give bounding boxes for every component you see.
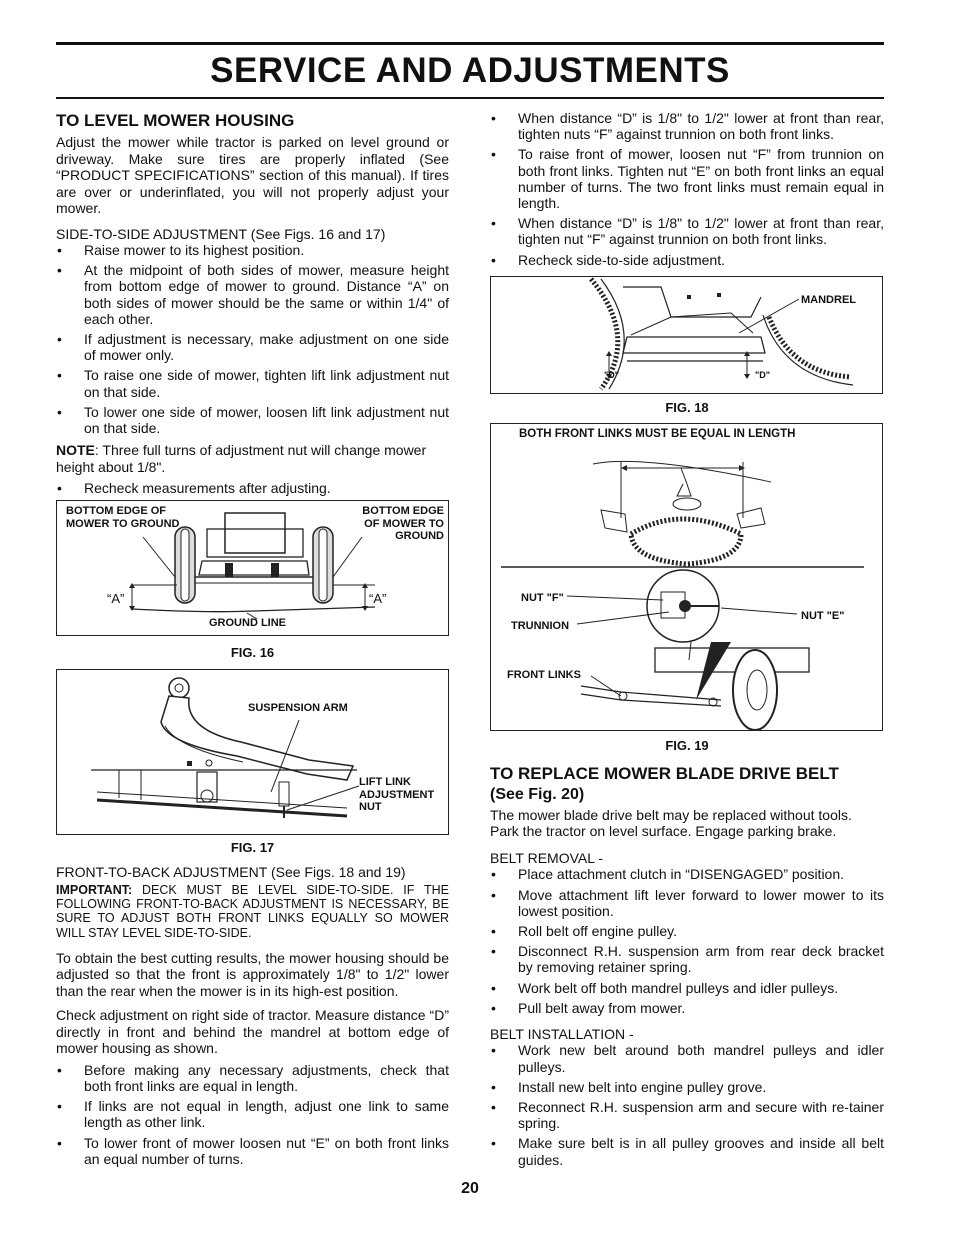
list-item: • Work new belt around both mandrel pulleys and idler pulleys. xyxy=(490,1042,884,1074)
front-adjust-list xyxy=(490,110,884,268)
fig19-illustration xyxy=(491,424,883,731)
section-heading-level-mower: TO LEVEL MOWER HOUSING xyxy=(56,111,295,130)
section-heading-replace-belt xyxy=(490,763,884,805)
fig19-nut-e: NUT "E" xyxy=(801,609,845,622)
fig16-ground-line: GROUND LINE xyxy=(209,617,286,630)
section-heading-replace-belt-text: TO REPLACE MOWER BLADE DRIVE BELT xyxy=(490,763,839,783)
fig18-caption: FIG. 18 xyxy=(665,399,709,415)
important-label: IMPORTANT: xyxy=(56,882,133,897)
header-rule-bottom xyxy=(56,97,884,99)
list-item: • Before making any necessary adjustments, check that both front links are equal in length. xyxy=(56,1062,449,1094)
fig17-lift-link-nut: LIFT LINK ADJUSTMENT NUT xyxy=(359,776,435,814)
left-column xyxy=(56,110,449,1173)
list-item: • If links are not equal in length, adjust one link to same length as other link. xyxy=(56,1098,449,1130)
list-item: • To lower front of mower loosen nut “E” on both front links an equal number of turns. xyxy=(56,1135,449,1167)
fig19-top-label: BOTH FRONT LINKS MUST BE EQUAL IN LENGTH xyxy=(519,427,796,440)
list-item: • Make sure belt is in all pulley grooves and inside all belt guides. xyxy=(490,1135,884,1167)
list-item: • Work belt off both mandrel pulleys and idler pulleys. xyxy=(490,980,884,996)
list-item: • Recheck side-to-side adjustment. xyxy=(490,252,884,268)
front-to-back-lead: FRONT-TO-BACK ADJUSTMENT (See Figs. 18 and 19) xyxy=(56,864,406,881)
important-paragraph xyxy=(56,883,449,940)
fig19-caption: FIG. 19 xyxy=(665,737,709,753)
page-number: 20 xyxy=(461,1180,479,1197)
fig16-label-left: BOTTOM EDGE OF MOWER TO GROUND xyxy=(66,505,180,530)
list-item: • Raise mower to its highest position. xyxy=(56,242,449,258)
important-text: DECK MUST BE LEVEL SIDE-TO-SIDE. IF THE FOLLOWING FRONT-TO-BACK ADJUSTMENT IS NECESSARY, BE SURE TO ADJUST BOTH FRONT LINKS EQUALLY SO MOWER WILL STAY LEVEL SIDE-TO-SIDE. xyxy=(56,882,449,940)
note-label: NOTE xyxy=(56,442,95,459)
fig17-caption: FIG. 17 xyxy=(230,840,275,856)
page-title: SERVICE AND ADJUSTMENTS xyxy=(210,51,730,90)
note-paragraph xyxy=(56,442,449,475)
recheck-list xyxy=(56,480,449,496)
belt-intro-paragraph: The mower blade drive belt may be replaced without tools. Park the tractor on level surface. Engage parking brake. xyxy=(490,806,852,840)
front-to-back-list xyxy=(56,1062,449,1167)
list-item: • To raise front of mower, loosen nut “F” from trunnion on both front links. Tighten nut “E” on both front links an equal number of turns. The two front links must remain equal in length. xyxy=(490,146,884,211)
figure-17 xyxy=(56,669,449,835)
list-item: • When distance “D” is 1/8" to 1/2" lower at front than rear, tighten nut “F” against trunnion on both front links. xyxy=(490,215,884,247)
figure-16 xyxy=(56,500,449,636)
paragraph-best-results: To obtain the best cutting results, the mower housing should be adjusted so that the front is approximately 1/8" to 1/2" lower than the rear when the mower is in its high-est position. xyxy=(56,949,449,999)
fig17-suspension-arm: SUSPENSION ARM xyxy=(248,702,348,715)
fig19-nut-f: NUT "F" xyxy=(521,591,564,604)
list-item: • Install new belt into engine pulley grove. xyxy=(490,1079,884,1095)
list-item: • Move attachment lift lever forward to lower mower to its lowest position. xyxy=(490,887,884,919)
side-to-side-list xyxy=(56,242,449,436)
section-heading-replace-belt-sub: (See Fig. 20) xyxy=(490,785,585,803)
belt-installation-list xyxy=(490,1042,884,1167)
belt-removal-list xyxy=(490,866,884,1016)
fig18-mandrel: MANDREL xyxy=(801,293,856,306)
fig16-label-right: BOTTOM EDGE OF MOWER TO GROUND xyxy=(362,505,444,543)
list-item: • To lower one side of mower, loosen lift link adjustment nut on that side. xyxy=(56,404,449,436)
paragraph-check-adjustment: Check adjustment on right side of tractor. Measure distance “D” directly in front and behind the mandrel at bottom edge of mower housing as shown. xyxy=(56,1007,449,1057)
right-column xyxy=(490,110,884,1174)
figure-19 xyxy=(490,423,883,731)
fig18-d-front: "D" xyxy=(604,369,620,380)
list-item: • To raise one side of mower, tighten lift link adjustment nut on that side. xyxy=(56,367,449,399)
note-text: : Three full turns of adjustment nut will change mower height about 1/8". xyxy=(56,442,427,475)
list-item: • Disconnect R.H. suspension arm from rear deck bracket by removing retainer spring. xyxy=(490,943,884,975)
fig18-d-rear: "D" xyxy=(755,369,771,380)
list-item: • Roll belt off engine pulley. xyxy=(490,923,884,939)
intro-paragraph: Adjust the mower while tractor is parked on level ground or driveway. Make sure tires are properly inflated (See “PRODUCT SPECIFICATIONS” section of this manual). If tires are over or underinflated, you will not properly adjust your mower. xyxy=(56,134,449,216)
fig16-caption: FIG. 16 xyxy=(230,645,275,661)
list-item: • Recheck measurements after adjusting. xyxy=(56,480,449,496)
list-item: • Reconnect R.H. suspension arm and secure with re-tainer spring. xyxy=(490,1099,884,1131)
fig16-a-right: “A” xyxy=(369,591,387,607)
list-item: • If adjustment is necessary, make adjustment on one side of mower only. xyxy=(56,331,449,363)
list-item: • Pull belt away from mower. xyxy=(490,1000,884,1016)
list-item: • Place attachment clutch in “DISENGAGED” position. xyxy=(490,866,884,882)
belt-installation-lead: BELT INSTALLATION - xyxy=(490,1025,634,1042)
header-rule-top xyxy=(56,42,884,45)
list-item: • At the midpoint of both sides of mower, measure height from bottom edge of mower to ground. Distance “A” on both sides of mower should be the same or within 1/4" of each other. xyxy=(56,262,449,327)
belt-removal-lead: BELT REMOVAL - xyxy=(490,849,604,866)
list-item: • When distance “D” is 1/8" to 1/2" lower at front than rear, tighten nuts “F” against trunnion on both front links. xyxy=(490,110,884,142)
fig19-front-links: FRONT LINKS xyxy=(507,668,581,681)
side-to-side-lead: SIDE-TO-SIDE ADJUSTMENT (See Figs. 16 and 17) xyxy=(56,225,386,242)
fig16-a-left: “A” xyxy=(107,591,125,607)
fig19-trunnion: TRUNNION xyxy=(511,619,570,632)
figure-18 xyxy=(490,276,883,394)
